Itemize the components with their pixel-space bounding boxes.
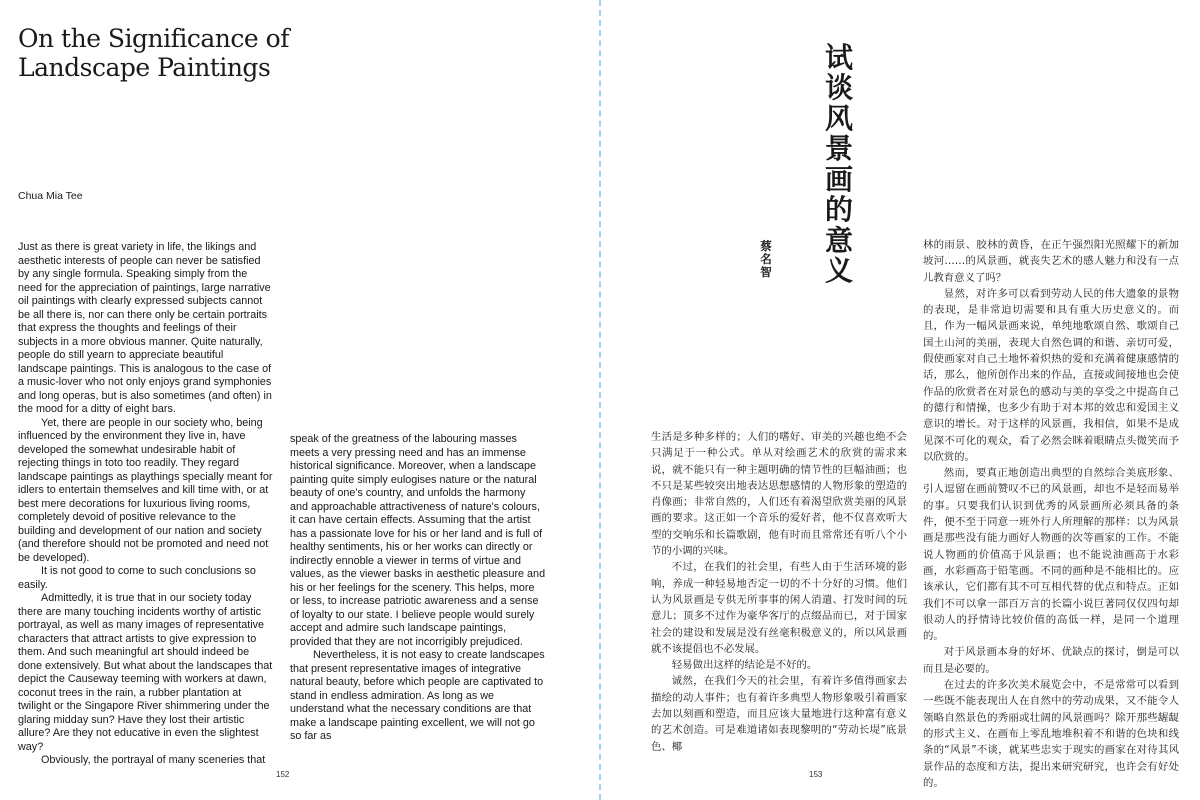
paragraph: 不过，在我们的社会里，有些人由于生活环境的影响，养成一种轻易地否定一切的不十分好的习惯。他们认为风景画是专供无所事事的闲人消遣、打发时间的玩意儿；顶多不过作为豪华客厅的点缀品而已，对于国家社会的建设和发展是没有丝毫积极意义的，所以风景画就不该提倡也不必发展。: [651, 561, 907, 655]
paragraph: 在过去的许多次美术展览会中，不是常常可以看到一些既不能表现出人在自然中的劳动成果，又不能令人领略自然景色的秀丽或壮阔的风景画吗？除开那些龌龊的形式主义、在画布上零乱地堆积着不和谐的色块和线条的“风景”不谈，就某些忠实于现实的画家在对待其风景作品的态度和方法，提出来研究研究，也许会有好处的。: [923, 679, 1179, 789]
paragraph: It is not good to come to such conclusions so easily.: [18, 565, 256, 591]
paragraph: 诚然，在我们今天的社会里，有着许多值得画家去描绘的动人事件；也有着许多典型人物形象吸引着画家去加以刻画和塑造，而且应该大量地进行这种富有意义的艺术创造。可是难道诸如表现黎明的“劳动长堤”底景色、椰: [651, 675, 907, 753]
left-page: [0, 0, 599, 800]
page-number-right: 153: [809, 770, 823, 779]
paragraph: Obviously, the portrayal of many sceneries that: [41, 754, 266, 766]
paragraph: 生活是多种多样的；人们的嗜好、审美的兴趣也绝不会只满足于一种公式。单从对绘画艺术的欣赏的需求来说，就不能只有一种主题明确的情节性的巨幅油画；也不只是某些较突出地表达思想感情的人物形象的塑造的肖像画；非常自然的，人们还有着渴望欣赏美丽的风景画的要求。这正如一个音乐的爱好者，他不仅喜欢听大型的交响乐和长篇歌剧，他有时而且常常还有听八个小节的小调的兴味。: [651, 431, 907, 558]
paragraph: Yet, there are people in our society who, being influenced by the environment they live in, have developed the somewhat undesirable habit of rejecting things in toto too readily. They regard landscape paintings as playthings specially meant for idlers to entertain themselves and kill time with, or at best mere decorations for luxurious living rooms, completely devoid of positive relevance to the building and development of our nation and society (and therefore should not be promoted and need not be developed).: [18, 416, 273, 564]
paragraph: 然而，要真正地创造出典型的自然综合美底形象、引人逗留在画前赞叹不已的风景画，却也不是轻而易举的事。只要我们认识到优秀的风景画所必须具备的条件，便不至于同意一班外行人所理解的那样：以为风景画是那些没有能力画好人物画的次等画家的工作。不能说人物画的价值高于风景画；也不能说油画高于水彩画，水彩画高于铅笔画。不同的画种是不能相比的。应该承认，它们都有其不可互相代替的优点和特点。正如我们不可以拿一部百万言的长篇小说巨著同仅仅四句却很动人的抒情诗比较价值的高低一样，是同一个道理的。: [923, 467, 1179, 643]
chinese-column-2: [923, 237, 1179, 791]
author-name-english: Chua Mia Tee: [18, 190, 83, 202]
paragraph: 轻易做出这样的结论是不好的。: [671, 659, 818, 672]
right-page: [601, 0, 1200, 800]
english-column-1: [18, 241, 274, 768]
paragraph-continued: speak of the greatness of the labouring masses meets a very pressing need and has an immense historical significance. Moreover, when a landscape painting quite simply eulogises nature or the natural beauty of one's country, and unfolds the harmony and approachable attractiveness of nature's colours, it can have certain effects. Assuming that the artist has a passionate love for his or her land and is full of healthy sentiments, his or her works can directly or indirectly ennoble a viewer in terms of virtue and values, as the viewer basks in aesthetic pleasure and his or her feelings for the scenery. This helps, more or less, to increase patriotic awareness and a sense of loyalty to our state. I believe people would surely accept and admire such landscape paintings, provided that they are not incorrigibly prejudiced.: [290, 433, 546, 648]
article-title-chinese: 试谈风景画的意义: [824, 40, 853, 288]
paragraph: Just as there is great variety in life, the likings and aesthetic interests of people can never be satisfied by any single formula. Speaking simply from the need for the appreciation of paintings, large narrative oil paintings with clearly expressed subjects cannot be all there is, nor can there only be certain portraits that express the thoughts and feelings of their subjects in a more obvious manner. Quite naturally, people do still yearn to appreciate beautiful landscape paintings. This is analogous to the case of a music-lover who not only enjoys grand symphonies and long operas, but is also sometimes (and often) in the mood for a ditty of eight bars.: [18, 241, 272, 415]
paragraph: Nevertheless, it is not easy to create landscapes that present representative images of integrative natural beauty, before which people are captivated to stand in endless admiration. As long as we understand what the necessary conditions are that make a landscape painting excellent, we will not go so far as: [290, 649, 545, 742]
page-number-left: 152: [276, 770, 290, 779]
paragraph: Admittedly, it is true that in our society today there are many touching incidents worthy of artistic portrayal, as well as many images of representative characters that attract artists to give expression to them. And such meaningful art should indeed be done extensively. But what about the landscapes that depict the Causeway teeming with workers at dawn, coconut trees in the rain, a rubber plantation at twilight or the Singapore River shimmering under the glaring midday sun? Have they lost their artistic allure? Are they not educative in even the slightest way?: [18, 592, 273, 753]
paragraph: 对于风景画本身的好坏、优缺点的探讨，倒是可以而且是必要的。: [923, 646, 1179, 675]
author-name-chinese: 蔡名智: [760, 239, 772, 279]
article-title-english: On the Significance of Landscape Paintings: [18, 24, 289, 82]
paragraph: 显然，对许多可以看到劳动人民的伟大遗象的景物的表现，是非常迫切需要和具有重大历史意义的。而且，作为一幅风景画来说，单纯地歌颂自然、歌颂自己国土山河的美丽，表现大自然色调的和谐、亲切可爱，假使画家对自己土地怀着炽热的爱和充满着健康感情的话，那么，他所创作出来的作品，直接或间接地也会使作品的欣赏者在对景色的感动与美的享受之中提高自己的德行和情操，也多少有助于对本邦的效忠和爱国主义意识的增长。对于这样的风景画，我相信，如果不是成见深不可化的观众，看了必然会眯着眼睛点头微笑而予以欣赏的。: [923, 287, 1179, 463]
chinese-column-1: [651, 429, 907, 755]
english-column-2: [290, 433, 546, 744]
paragraph-continued: 林的雨景、胶林的黄昏，在正午强烈阳光照耀下的新加坡河……的风景画，就丧失艺术的感人魅力和没有一点儿教育意义了吗？: [923, 239, 1179, 284]
